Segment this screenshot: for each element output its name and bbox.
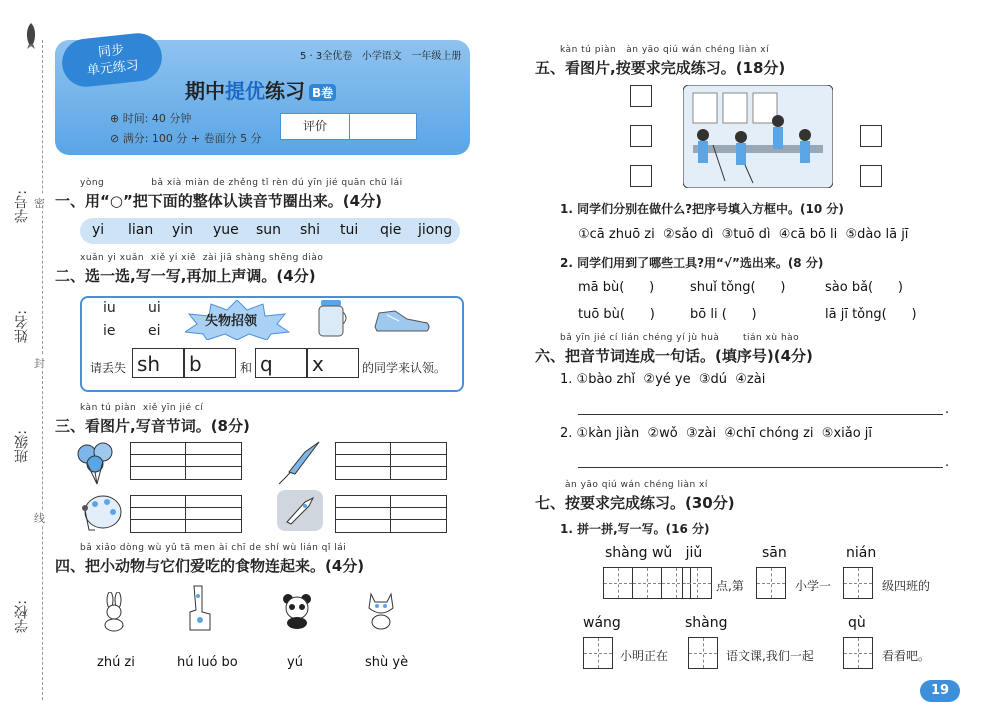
q6-sentence-1: 1. ①bào zhǐ ②yé ye ③dú ④zài xyxy=(560,372,766,387)
page-title: 期中提优练习 B卷 xyxy=(185,75,336,104)
char-grid[interactable] xyxy=(843,637,873,669)
syllable[interactable]: sun xyxy=(256,222,282,238)
q7-text-2: 小学一 xyxy=(795,579,832,593)
answer-line-2[interactable] xyxy=(578,467,943,468)
pinyin-grid[interactable] xyxy=(130,442,242,480)
q3-pinyin: kàn tú piàn xiě yīn jié cí xyxy=(80,403,204,413)
q6-title: 六、把音节词连成一句话。(填序号)(4分) xyxy=(535,347,813,365)
q7-sub1: 1. 拼一拼,写一写。(16 分) xyxy=(560,522,710,536)
giraffe-icon xyxy=(180,582,220,632)
binding-char-1: 密 xyxy=(34,197,45,210)
classroom-cleaning-picture xyxy=(683,85,833,188)
rabbit-icon xyxy=(100,592,128,632)
q7-text-5: 语文课,我们一起 xyxy=(726,649,814,663)
binding-char-3: 线 xyxy=(34,512,45,525)
char-grid[interactable] xyxy=(688,637,718,669)
syllable[interactable]: yue xyxy=(213,222,239,238)
unit-badge: 同步 单元练习 xyxy=(60,31,164,89)
lost-found-banner: 失物招领 xyxy=(205,314,258,329)
q3-title: 三、看图片,写音节词。(8分) xyxy=(55,417,250,435)
q7-text-4: 小明正在 xyxy=(620,649,669,663)
class-label: 班级: xyxy=(14,430,30,463)
char-grid[interactable] xyxy=(682,567,712,599)
binding-char-2: 封 xyxy=(34,357,45,370)
answer-square[interactable] xyxy=(860,165,882,187)
syllable[interactable]: lian xyxy=(128,222,154,238)
balloons-icon xyxy=(75,440,120,485)
final-option[interactable]: ei xyxy=(148,323,161,339)
tool-option[interactable]: sào bǎ( ) xyxy=(825,280,903,295)
name-label: 姓名: xyxy=(14,310,30,343)
rocket-icon xyxy=(24,22,38,50)
q7-pinyin-3: nián xyxy=(846,545,877,561)
student-number-label: 学号: xyxy=(14,190,30,223)
q4-title: 四、把小动物与它们爱吃的食物连起来。(4分) xyxy=(55,557,365,575)
school-label: 学校: xyxy=(14,600,30,633)
syllable[interactable]: shi xyxy=(300,222,321,238)
char-grid[interactable] xyxy=(583,637,613,669)
q2-pinyin: xuǎn yi xuǎn xiě yi xiě zài jiā shàng shēng diào xyxy=(80,253,324,263)
q7-text-6: 看看吧。 xyxy=(882,649,931,663)
q2-prefix: 请丢失 xyxy=(90,361,127,375)
answer-square[interactable] xyxy=(860,125,882,147)
q7-pinyin-1: shàng wǔ jiǔ xyxy=(605,545,703,561)
q4-pinyin: bǎ xiǎo dòng wù yǔ tā men ài chī de shí wù lián qǐ lái xyxy=(80,543,347,553)
q5-pinyin: kàn tú piàn àn yāo qiú wán chéng liàn xí xyxy=(560,45,770,55)
char-grid[interactable] xyxy=(632,567,662,599)
rocket-picture-icon xyxy=(275,488,325,533)
pinyin-grid[interactable] xyxy=(335,495,447,533)
page-number: 19 xyxy=(920,680,960,702)
period-2: . xyxy=(945,455,950,470)
initial-cell[interactable]: x xyxy=(307,348,359,378)
full-score: ⊘ 满分: 100 分 + 卷面分 5 分 xyxy=(110,132,262,145)
tool-option[interactable]: shuǐ tǒng( ) xyxy=(690,280,786,295)
answer-square[interactable] xyxy=(630,165,652,187)
sneaker-icon xyxy=(373,305,433,335)
water-cup-icon xyxy=(313,298,349,338)
initial-cell[interactable]: sh xyxy=(132,348,184,378)
tool-option[interactable]: bō li ( ) xyxy=(690,307,757,322)
char-grid[interactable] xyxy=(603,567,633,599)
q2-suffix: 的同学来认领。 xyxy=(362,361,447,375)
initial-cell[interactable]: b xyxy=(184,348,236,378)
umbrella-icon xyxy=(275,438,325,486)
tool-option[interactable]: lā jī tǒng( ) xyxy=(825,307,917,322)
syllable[interactable]: tui xyxy=(340,222,359,238)
answer-square[interactable] xyxy=(630,125,652,147)
syllable[interactable]: yin xyxy=(172,222,194,238)
syllable[interactable]: jiong xyxy=(418,222,453,238)
q5-sub1-options: ①cā zhuō zi ②sǎo dì ③tuō dì ④cā bō li ⑤dào lā jī xyxy=(578,227,909,242)
series-label: 5 · 3全优卷 小学语文 一年级上册 xyxy=(300,51,462,62)
final-option[interactable]: iu xyxy=(103,300,116,316)
food-word[interactable]: shù yè xyxy=(365,655,409,670)
q7-text-3: 级四班的 xyxy=(882,579,931,593)
q7-pinyin: àn yāo qiú wán chéng liàn xí xyxy=(565,480,708,490)
q1-pinyin: yòng bǎ xià miàn de zhěng tǐ rèn dú yīn jié quān chū lái xyxy=(80,178,403,188)
final-option[interactable]: ie xyxy=(103,323,116,339)
q5-title: 五、看图片,按要求完成练习。(18分) xyxy=(535,59,786,77)
period-1: . xyxy=(945,402,950,417)
tool-option[interactable]: tuō bù( ) xyxy=(578,307,655,322)
q7-text-1: 点,第 xyxy=(716,579,744,593)
q5-sub2: 2. 同学们用到了哪些工具?用“√”选出来。(8 分) xyxy=(560,256,824,270)
syllable[interactable]: qie xyxy=(380,222,402,238)
food-word[interactable]: yú xyxy=(287,655,303,670)
char-grid[interactable] xyxy=(843,567,873,599)
paper-type-tag: B卷 xyxy=(309,84,336,101)
q6-pinyin: bǎ yīn jié cí lián chéng yí jù huà tián xù hào xyxy=(560,333,800,343)
char-grid[interactable] xyxy=(756,567,786,599)
q2-title: 二、选一选,写一写,再加上声调。(4分) xyxy=(55,267,316,285)
cat-icon xyxy=(365,590,397,630)
q7-pinyin-4: wáng xyxy=(583,615,621,631)
q7-title: 七、按要求完成练习。(30分) xyxy=(535,494,735,512)
q2-and: 和 xyxy=(240,361,253,375)
q7-pinyin-2: sān xyxy=(762,545,787,561)
time-limit: ⊕ 时间: 40 分钟 xyxy=(110,112,192,125)
initial-cell[interactable]: q xyxy=(255,348,307,378)
answer-line-1[interactable] xyxy=(578,414,943,415)
evaluation-box[interactable]: 评价 xyxy=(280,113,417,140)
q6-sentence-2: 2. ①kàn jiàn ②wǒ ③zài ④chī chóng zi ⑤xiǎo jī xyxy=(560,426,873,441)
pinyin-grid[interactable] xyxy=(335,442,447,480)
syllable[interactable]: yi xyxy=(92,222,105,238)
pinyin-grid[interactable] xyxy=(130,495,242,533)
food-word[interactable]: zhú zi xyxy=(97,655,135,670)
q7-pinyin-6: qù xyxy=(848,615,866,631)
peacock-icon xyxy=(75,490,125,535)
q5-sub1: 1. 同学们分别在做什么?把序号填入方框中。(10 分) xyxy=(560,202,844,216)
tool-option[interactable]: mā bù( ) xyxy=(578,280,655,295)
final-option[interactable]: ui xyxy=(148,300,161,316)
panda-icon xyxy=(280,592,314,630)
food-word[interactable]: hú luó bo xyxy=(177,655,238,670)
answer-square[interactable] xyxy=(630,85,652,107)
q7-pinyin-5: shàng xyxy=(685,615,728,631)
q1-title: 一、用“○”把下面的整体认读音节圈出来。(4分) xyxy=(55,192,382,210)
